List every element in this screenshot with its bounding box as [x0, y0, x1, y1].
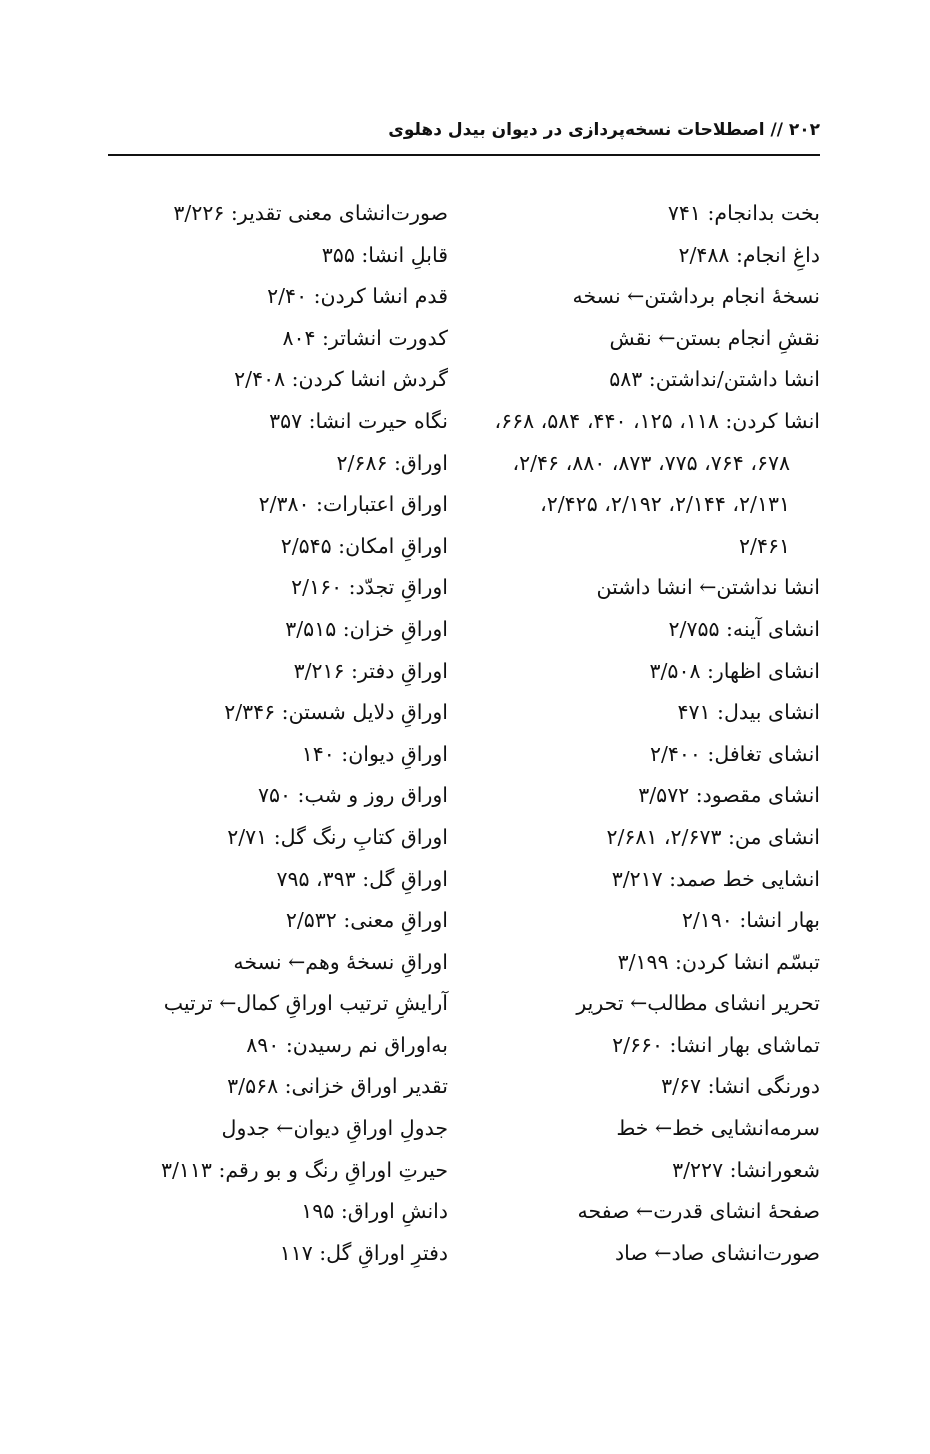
index-entry: اوراقِ گل: ۳۹۳، ۷۹۵ [276, 866, 448, 891]
index-entry: انشا کردن: ۱۱۸، ۱۲۵، ۴۴۰، ۵۸۴، ۶۶۸، [494, 408, 820, 433]
index-entry-continuation: ۲/۴۶۱ [739, 533, 790, 558]
index-entry: دانشِ اوراق: ۱۹۵ [301, 1199, 448, 1224]
index-entry: اوراقِ دلایل شستن: ۲/۳۴۶ [224, 700, 448, 725]
index-entry: انشایی خط صمد: ۳/۲۱۷ [611, 866, 820, 891]
index-entry: اوراقِ خزان: ۳/۵۱۵ [285, 616, 448, 641]
index-entry: اوراقِ نسخهٔ وهم← نسخه [233, 949, 448, 974]
index-entry: سرمه‌انشایی خط← خط [616, 1116, 820, 1141]
index-entry: کدورت انشاتر: ۸۰۴ [282, 325, 448, 350]
index-entry: اوراقِ تجدّد: ۲/۱۶۰ [291, 575, 448, 600]
index-entry: انشای آینه: ۲/۷۵۵ [668, 616, 820, 641]
index-entry: نسخهٔ انجام برداشتن← نسخه [572, 284, 820, 309]
index-entry: اوراقِ امکان: ۲/۵۴۵ [280, 533, 448, 558]
index-entry: انشای تغافل: ۲/۴۰۰ [649, 741, 820, 766]
index-entry: حیرتِ اوراقِ رنگ و بو رقم: ۳/۱۱۳ [160, 1157, 448, 1182]
index-entry: تحریر انشای مطالب← تحریر [576, 991, 820, 1016]
index-entry: انشای بیدل: ۴۷۱ [677, 700, 820, 725]
index-entry: جدولِ اوراقِ دیوان← جدول [221, 1116, 448, 1141]
index-entry: اوراق کتابِ رنگ گل: ۲/۷۱ [227, 824, 448, 849]
index-entry: صورت‌انشای صاد← صاد [615, 1240, 820, 1265]
index-entry: اوراق: ۲/۶۸۶ [336, 450, 448, 475]
index-entry: بخت بدانجام: ۷۴۱ [667, 201, 820, 225]
index-column-left [108, 193, 448, 1274]
index-entry: تماشای بهار انشا: ۲/۶۶۰ [612, 1032, 820, 1057]
index-entry: شعورانشا: ۳/۲۲۷ [672, 1157, 820, 1182]
index-entry: اوراقِ دفتر: ۳/۲۱۶ [293, 658, 448, 683]
index-entry-continuation: ۲/۱۳۱، ۲/۱۴۴، ۲/۱۹۲، ۲/۴۲۵، [540, 492, 790, 517]
index-entry: انشای مقصود: ۳/۵۷۲ [638, 783, 820, 808]
index-entry: انشای اظهار: ۳/۵۰۸ [649, 658, 820, 683]
index-entry-continuation: ۶۷۸، ۷۶۴، ۷۷۵، ۸۷۳، ۸۸۰، ۲/۴۶، [512, 450, 790, 475]
running-title: ۲۰۲ // اصطلاحات نسخه‌پردازی در دیوان بیدل دهلوی [388, 120, 820, 140]
index-entry: داغِ انجام: ۲/۴۸۸ [678, 242, 820, 267]
index-entry: آرایشِ ترتیب اوراقِ کمال← ترتیب [163, 991, 448, 1016]
index-entry: تقدیر اوراق خزانی: ۳/۵۶۸ [227, 1074, 448, 1099]
index-entry: دورنگی انشا: ۳/۶۷ [661, 1074, 820, 1099]
index-entry: صورت‌انشای معنی تقدیر: ۳/۲۲۶ [173, 201, 448, 225]
index-entry: صفحهٔ انشای قدرت← صفحه [577, 1199, 820, 1224]
index-entry: تبسّم انشا کردن: ۳/۱۹۹ [617, 949, 820, 974]
index-entry: دفترِ اوراقِ گل: ۱۱۷ [279, 1240, 448, 1265]
index-entry: بهار انشا: ۲/۱۹۰ [681, 908, 820, 933]
index-entry: انشا داشتن/نداشتن: ۵۸۳ [609, 367, 820, 392]
index-entry: اوراق اعتبارات: ۲/۳۸۰ [258, 492, 448, 517]
index-entry: نگاه حیرت انشا: ۳۵۷ [269, 408, 448, 433]
index-entry: اوراقِ معنی: ۲/۵۳۲ [285, 908, 448, 933]
index-entry: قدم انشا کردن: ۲/۴۰ [267, 284, 448, 309]
index-column-right [480, 193, 820, 1274]
index-entry: به‌اوراق نم رسیدن: ۸۹۰ [246, 1032, 448, 1057]
index-entry: انشا نداشتن← انشا داشتن [596, 575, 820, 600]
running-header [108, 112, 820, 156]
index-entry: نقشِ انجام بستن← نقش [609, 325, 820, 350]
index-entry: اوراق روز و شب: ۷۵۰ [257, 783, 448, 808]
index-entry: اوراقِ دیوان: ۱۴۰ [301, 741, 448, 766]
index-entry: انشای من: ۲/۶۷۳، ۲/۶۸۱ [606, 824, 820, 849]
index-entry: گردش انشا کردن: ۲/۴۰۸ [234, 367, 448, 392]
index-entry: قابلِ انشا: ۳۵۵ [321, 242, 448, 267]
